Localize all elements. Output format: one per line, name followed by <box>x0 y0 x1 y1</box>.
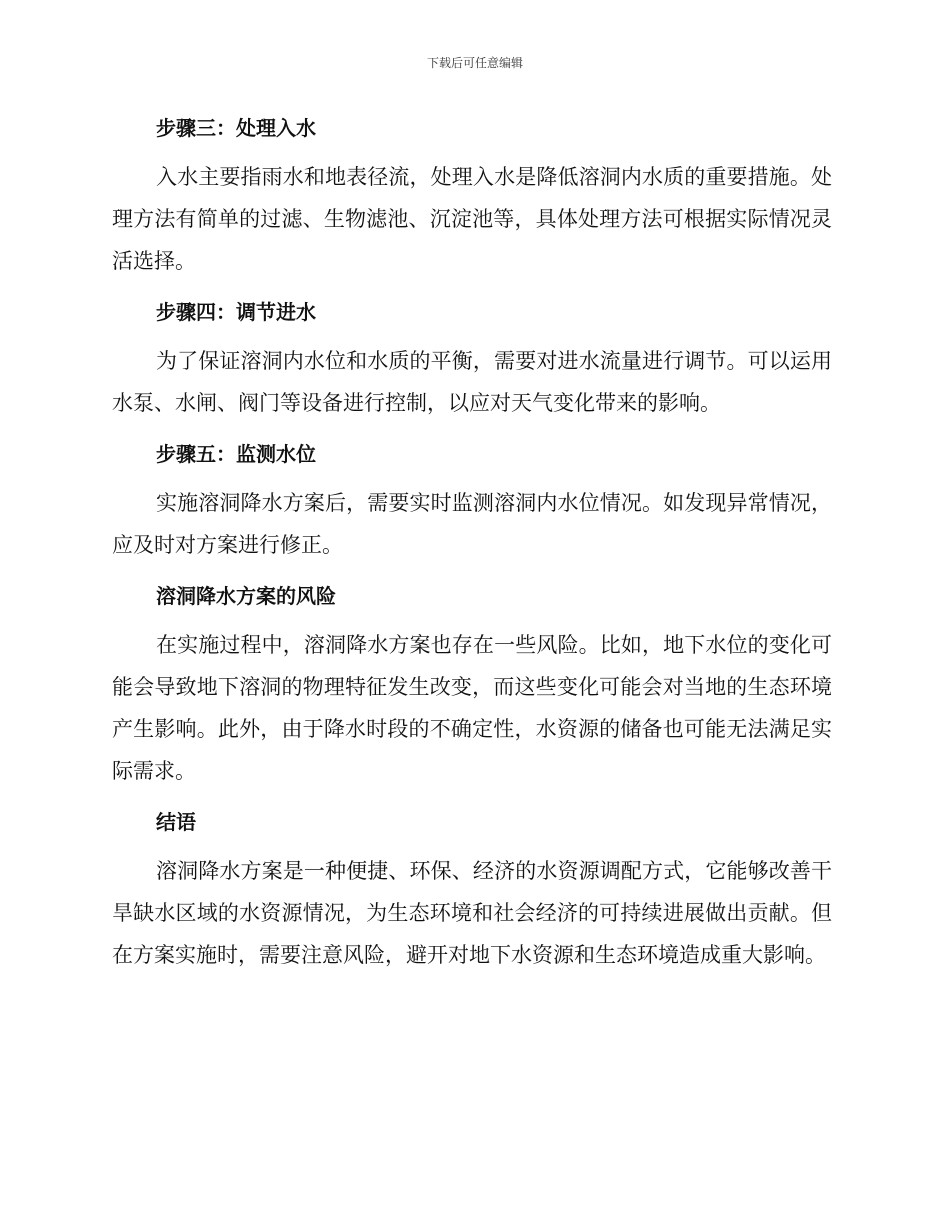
document-body <box>112 108 832 976</box>
page-header: 下载后可任意编辑 <box>426 56 523 70</box>
section-heading-step-4: 步骤四：调节进水 <box>156 300 316 324</box>
section-heading-risks: 溶洞降水方案的风险 <box>156 584 336 608</box>
section-paragraph-conclusion: 溶洞降水方案是一种便捷、环保、经济的水资源调配方式，它能够改善干旱缺水区域的水资源情况，为生态环境和社会经济的可持续进展做出贡献。但在方案实施时，需要注意风险，避开对地下水资源和生态环境造成重大影响。 <box>112 859 832 967</box>
section-heading-step-3: 步骤三：处理入水 <box>156 116 316 140</box>
section-heading-step-5: 步骤五：监测水位 <box>156 442 316 466</box>
section-heading-conclusion: 结语 <box>156 810 196 834</box>
section-paragraph-step-3: 入水主要指雨水和地表径流，处理入水是降低溶洞内水质的重要措施。处理方法有简单的过滤、生物滤池、沉淀池等，具体处理方法可根据实际情况灵活选择。 <box>112 165 832 273</box>
section-paragraph-step-4: 为了保证溶洞内水位和水质的平衡，需要对进水流量进行调节。可以运用水泵、水闸、阀门等设备进行控制，以应对天气变化带来的影响。 <box>112 349 832 415</box>
section-paragraph-step-5: 实施溶洞降水方案后，需要实时监测溶洞内水位情况。如发现异常情况，应及时对方案进行修正。 <box>112 491 832 557</box>
section-paragraph-risks: 在实施过程中，溶洞降水方案也存在一些风险。比如，地下水位的变化可能会导致地下溶洞的物理特征发生改变，而这些变化可能会对当地的生态环境产生影响。此外，由于降水时段的不确定性，水资源的储备也可能无法满足实际需求。 <box>112 633 832 783</box>
